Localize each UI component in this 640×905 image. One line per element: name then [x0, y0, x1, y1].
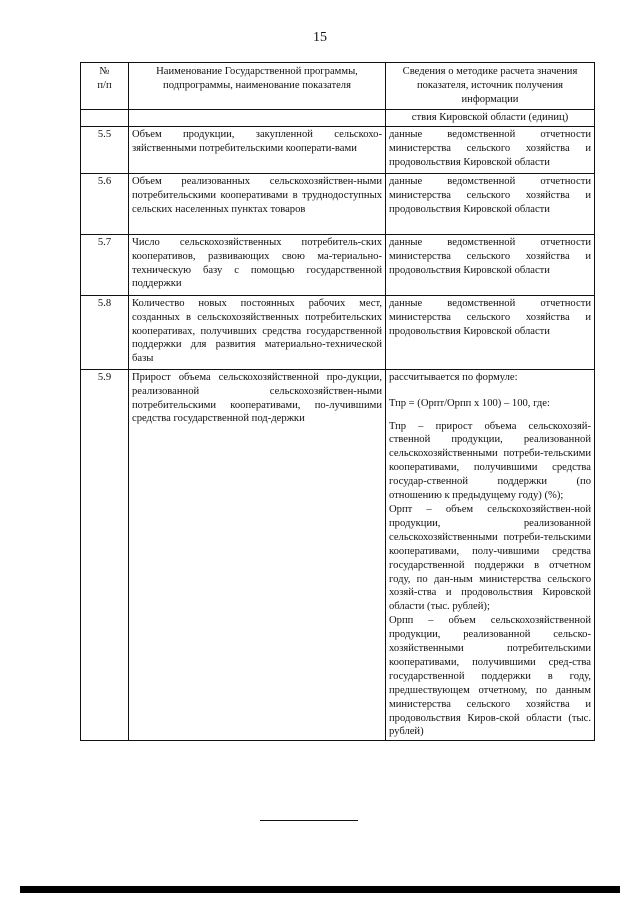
table-row — [81, 173, 595, 234]
footer-divider — [260, 820, 358, 821]
method-formula: Тпр = (Орпт/Орпп х 100) – 100, где: — [389, 397, 550, 409]
indicator-name: Объем реализованных сельскохозяйствен-ными потребительскими кооперативами в труднодоступных сельских населенных пунктах товаров — [129, 173, 386, 234]
row-number: 5.6 — [81, 173, 129, 234]
row-number: 5.7 — [81, 234, 129, 295]
table-header-row — [81, 63, 595, 110]
indicator-source: данные ведомственной отчетности министерства сельского хозяйства и продовольствия Кировской области — [386, 234, 595, 295]
table-row-continuation — [81, 109, 595, 126]
indicator-name: Количество новых постоянных рабочих мест, созданных в сельскохозяйственных потребительских кооперативах, получивших средства государственной поддержки для развития материально-технической базы — [129, 295, 386, 369]
table-row — [81, 234, 595, 295]
continuation-num-cell — [81, 109, 129, 126]
indicator-source: данные ведомственной отчетности министерства сельского хозяйства и продовольствия Кировской области — [386, 173, 595, 234]
header-number: № п/п — [81, 63, 129, 110]
page-number: 15 — [313, 30, 327, 45]
indicator-source: данные ведомственной отчетности министерства сельского хозяйства и продовольствия Кировской области — [386, 126, 595, 173]
header-name: Наименование Государственной программы, подпрограммы, наименование показателя — [129, 63, 386, 110]
scan-bottom-border — [20, 886, 620, 893]
row-number: 5.8 — [81, 295, 129, 369]
method-intro: рассчитывается по формуле: — [389, 371, 518, 383]
row-number: 5.5 — [81, 126, 129, 173]
continuation-info-cell: ствия Кировской области (единиц) — [386, 109, 595, 126]
continuation-name-cell — [129, 109, 386, 126]
table-row — [81, 369, 595, 741]
indicator-method — [386, 369, 595, 741]
row-number: 5.9 — [81, 369, 129, 741]
indicator-name: Объем продукции, закупленной сельскохо-зяйственными потребительскими кооперати-вами — [129, 126, 386, 173]
table-row — [81, 295, 595, 369]
indicator-name: Число сельскохозяйственных потребитель-ских кооперативов, развивающих свою ма-териально-техническую базу с помощью государственной поддержки — [129, 234, 386, 295]
indicator-source: данные ведомственной отчетности министерства сельского хозяйства и продовольствия Кировской области — [386, 295, 595, 369]
definition-orpt: Орпт – объем сельскохозяйствен-ной продукции, реализованной сельскохозяйственными потреби-тельскими кооперативами, полу-чившими средства государственной поддержки в отчетном году, по дан-ным министерства сельского хозяй-ства и продовольствия Кировской области (тыс. рублей); — [389, 503, 591, 613]
table-row — [81, 126, 595, 173]
header-info: Сведения о методике расчета значения показателя, источник получения информации — [386, 63, 595, 110]
indicator-name: Прирост объема сельскохозяйственной про-дукции, реализованной сельскохозяйствен-ными потребительскими кооперативами, по-лучившими средства государственной под-держки — [129, 369, 386, 741]
definition-orpp: Орпп – объем сельскохозяйственной продукции, реализованной сельско-хозяйственными потребительскими кооперативами, получившими сред-ства государственной поддержки в году, предшествующем отчетному, по данным министерства сельского хозяйства и продовольствия Киров-ской области (тыс. рублей) — [389, 615, 591, 738]
definition-tpr: Тпр – прирост объема сельскохозяй-ственной продукции, реализованной сельскохозяйственными потреби-тельскими кооперативами, получившими средства государ-ственной поддержки (по отношению к предыдущему году) (%); — [389, 420, 591, 502]
indicator-methodology-table — [80, 62, 595, 741]
